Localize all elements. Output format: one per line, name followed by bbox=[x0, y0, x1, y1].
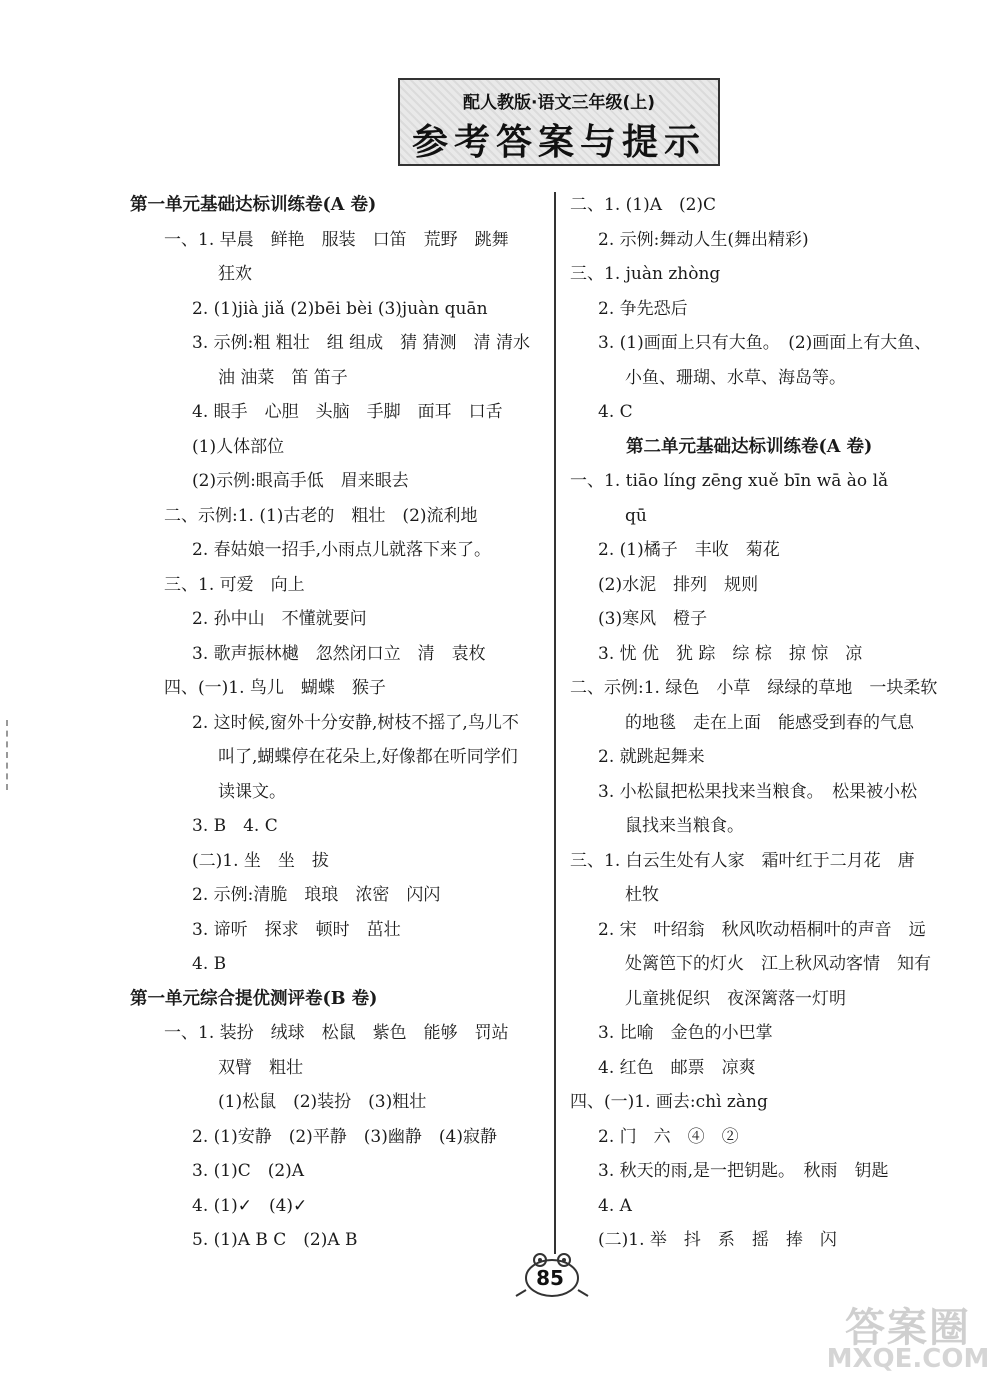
answer-line: 三、1. 白云生处有人家 霜叶红于二月花 唐 bbox=[570, 850, 915, 871]
answer-line: qū bbox=[625, 505, 647, 526]
answer-line: 2. (1)jià jiǎ (2)bēi bèi (3)juàn quān bbox=[192, 298, 488, 319]
answer-line: 三、1. 可爱 向上 bbox=[164, 574, 305, 595]
answer-line: 4. B bbox=[192, 954, 227, 974]
section-heading: 第一单元基础达标训练卷(A 卷) bbox=[130, 195, 377, 215]
answer-line: 3. (1)C (2)A bbox=[192, 1161, 305, 1181]
answer-line: 二、示例:1. (1)古老的 粗壮 (2)流利地 bbox=[164, 505, 478, 526]
header-banner bbox=[398, 78, 720, 166]
answer-line: 3. 忧 优 犹 踪 综 棕 掠 惊 凉 bbox=[598, 643, 863, 664]
answer-line: 一、1. tiāo líng zēng xuě bīn wā ào lǎ bbox=[570, 471, 889, 491]
answer-line: 叫了,蝴蝶停在花朵上,好像都在听同学们 bbox=[218, 747, 518, 767]
answer-line: 3. (1)画面上只有大鱼。 (2)画面上有大鱼、 bbox=[598, 333, 932, 353]
answer-line: 2. (1)安静 (2)平静 (3)幽静 (4)寂静 bbox=[192, 1126, 497, 1147]
answer-line: 2. (1)橘子 丰收 菊花 bbox=[598, 540, 780, 560]
answer-line: 四、(一)1. 画去:chì zàng bbox=[570, 1092, 768, 1112]
answer-line: 狂欢 bbox=[218, 264, 252, 284]
answer-line: 2. 示例:舞动人生(舞出精彩) bbox=[598, 229, 809, 250]
answer-line: 4. A bbox=[598, 1195, 632, 1216]
answer-line: (1)松鼠 (2)装扮 (3)粗壮 bbox=[218, 1092, 427, 1112]
header-title: 参考答案与提示 bbox=[411, 122, 706, 163]
answer-line: (2)示例:眼高手低 眉来眼去 bbox=[192, 471, 409, 491]
answer-line: 读课文。 bbox=[218, 781, 286, 802]
answer-line: 2. 这时候,窗外十分安静,树枝不摇了,鸟儿不 bbox=[192, 712, 519, 733]
answer-line: 4. 红色 邮票 凉爽 bbox=[598, 1057, 756, 1078]
section-heading: 第一单元综合提优测评卷(B 卷) bbox=[130, 988, 378, 1009]
answer-line: (1)人体部位 bbox=[192, 436, 285, 457]
watermark-url: MXQE.COM bbox=[826, 1344, 990, 1374]
answer-line: 油 油菜 笛 笛子 bbox=[218, 367, 348, 388]
answer-line: 4. C bbox=[598, 402, 633, 422]
answer-line: 3. 谛听 探求 顿时 茁壮 bbox=[192, 919, 401, 940]
answer-line: 2. 宋 叶绍翁 秋风吹动梧桐叶的声音 远 bbox=[598, 919, 926, 940]
answer-line: 鼠找来当粮食。 bbox=[625, 816, 744, 836]
answer-line: (2)水泥 排列 规则 bbox=[598, 574, 759, 595]
answer-line: 双臂 粗壮 bbox=[218, 1057, 303, 1078]
answer-line: 5. (1)A B C (2)A B bbox=[192, 1230, 358, 1250]
answer-line: 2. 示例:清脆 琅琅 浓密 闪闪 bbox=[192, 885, 441, 905]
answer-line: 2. 孙中山 不懂就要问 bbox=[192, 609, 367, 629]
watermark bbox=[818, 1296, 998, 1376]
answer-line: 3. 秋天的雨,是一把钥匙。 秋雨 钥匙 bbox=[598, 1161, 889, 1181]
answer-line: 二、1. (1)A (2)C bbox=[570, 195, 717, 215]
answer-line: 一、1. 装扮 绒球 松鼠 紫色 能够 罚站 bbox=[164, 1023, 509, 1043]
answer-line: 四、(一)1. 鸟儿 蝴蝶 猴子 bbox=[164, 678, 386, 698]
answer-line: 2. 就跳起舞来 bbox=[598, 747, 705, 767]
answer-line: 杜牧 bbox=[625, 885, 659, 905]
right-column bbox=[560, 188, 995, 1258]
header-subtitle: 配人教版·语文三年级(上) bbox=[463, 93, 655, 113]
watermark-logo: 答案圈 bbox=[845, 1305, 971, 1351]
answer-line: 的地毯 走在上面 能感受到春的气息 bbox=[625, 712, 914, 733]
left-column bbox=[0, 188, 552, 1258]
answer-line: 3. 歌声振林樾 忽然闭口立 清 袁枚 bbox=[192, 643, 486, 664]
answer-line: 4. 眼手 心胆 头脑 手脚 面耳 口舌 bbox=[192, 402, 503, 422]
answer-line: 小鱼、珊瑚、水草、海岛等。 bbox=[625, 367, 846, 388]
answer-line: 3. B 4. C bbox=[192, 816, 278, 836]
answer-line: 二、示例:1. 绿色 小草 绿绿的草地 一块柔软 bbox=[570, 678, 938, 698]
answer-line: 3. 示例:粗 粗壮 组 组成 猜 猜测 清 清水 bbox=[192, 333, 530, 353]
answer-line: (二)1. 举 抖 系 摇 捧 闪 bbox=[598, 1230, 837, 1250]
answer-line: 三、1. juàn zhòng bbox=[570, 264, 721, 284]
answer-line: 2. 门 六 ④ ② bbox=[598, 1126, 739, 1147]
answer-line: 4. (1)✓ (4)✓ bbox=[192, 1195, 308, 1216]
answer-line: 3. 小松鼠把松果找来当粮食。 松果被小松 bbox=[598, 781, 918, 802]
answer-line: 2. 争先恐后 bbox=[598, 298, 688, 319]
answer-line: 儿童挑促织 夜深篱落一灯明 bbox=[625, 988, 846, 1009]
answer-line: (二)1. 坐 坐 拔 bbox=[192, 850, 329, 871]
section-heading: 第二单元基础达标训练卷(A 卷) bbox=[626, 436, 873, 457]
answer-line: 处篱笆下的灯火 江上秋风动客情 知有 bbox=[625, 954, 931, 974]
answer-line: 3. 比喻 金色的小巴掌 bbox=[598, 1023, 773, 1043]
answer-line: 一、1. 早晨 鲜艳 服装 口笛 荒野 跳舞 bbox=[164, 229, 509, 250]
column-divider bbox=[554, 192, 556, 1254]
answer-line: (3)寒风 橙子 bbox=[598, 609, 708, 629]
answer-line: 2. 春姑娘一招手,小雨点儿就落下来了。 bbox=[192, 540, 492, 560]
page-number: 85 bbox=[536, 1266, 564, 1290]
